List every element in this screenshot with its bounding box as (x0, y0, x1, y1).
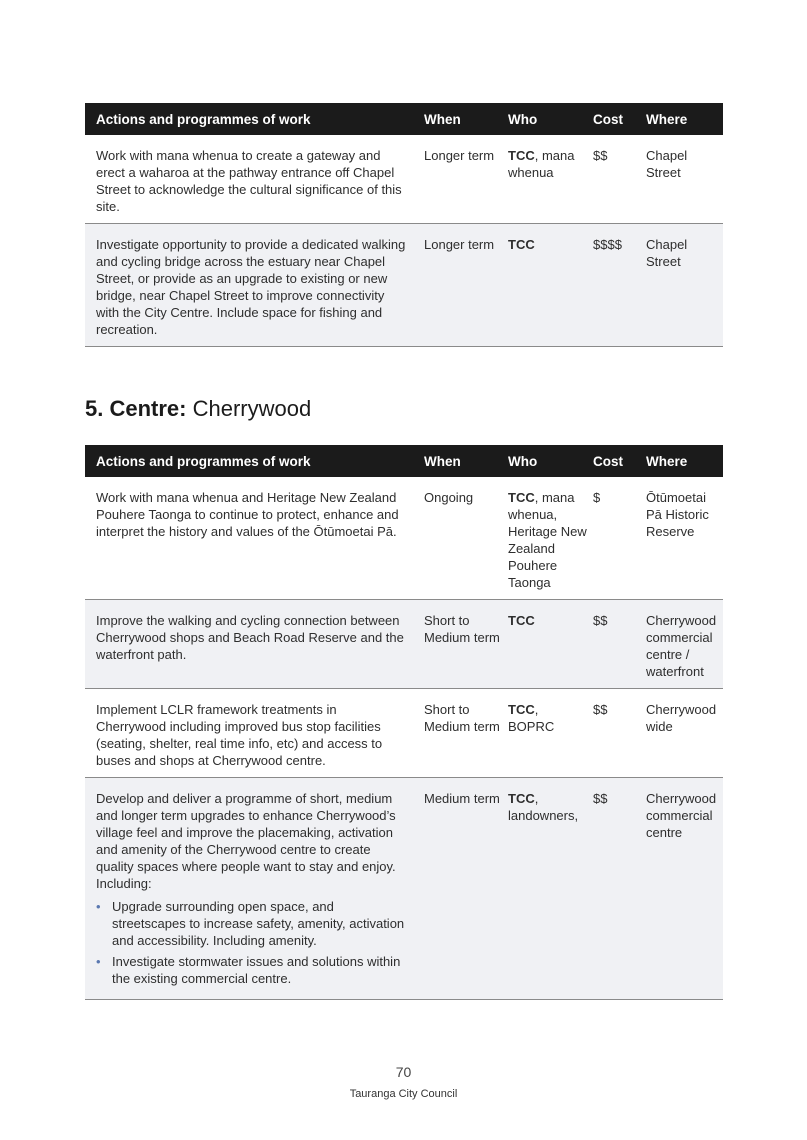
action-cell: Work with mana whenua and Heritage New Zealand Pouhere Taonga to continue to protect, enhance and interpret the history and values of the Ōtūmoetai Pā. (85, 477, 424, 600)
who-others: , BOPRC (508, 702, 555, 734)
table-row (85, 224, 723, 347)
table-row (85, 477, 723, 600)
cost-cell: $ (593, 477, 646, 600)
header-who: Who (508, 103, 593, 135)
who-cell (508, 778, 593, 1000)
section-name: Cherrywood (192, 396, 312, 421)
when-cell: Ongoing (424, 477, 508, 600)
who-cell (508, 689, 593, 778)
where-cell: Cherrywood commercial centre (646, 778, 723, 1000)
when-cell: Short to Medium term (424, 600, 508, 689)
where-cell: Cherrywood commercial centre / waterfront (646, 600, 723, 689)
who-lead: TCC (508, 148, 535, 163)
header-where: Where (646, 445, 723, 477)
who-lead: TCC (508, 702, 535, 717)
action-cell: Implement LCLR framework treatments in Cherrywood including improved bus stop facilities (seating, shelter, real time info, etc) and access to buses and shops at Cherrywood centre. (85, 689, 424, 778)
when-cell: Longer term (424, 135, 508, 224)
header-actions: Actions and programmes of work (85, 103, 424, 135)
table-row (85, 778, 723, 1000)
who-lead: TCC (508, 613, 535, 628)
who-cell (508, 600, 593, 689)
table-header-row (85, 103, 723, 135)
header-who: Who (508, 445, 593, 477)
action-cell: Investigate opportunity to provide a dedicated walking and cycling bridge across the estuary near Chapel Street, or provide as an upgrade to existing or new bridge, near Chapel Street to improve connectivity with the City Centre. Include space for fishing and recreation. (85, 224, 424, 347)
bullet-item: • Investigate stormwater issues and solutions within the existing commercial centre. (96, 953, 408, 987)
bullet-item: • Upgrade surrounding open space, and streetscapes to increase safety, amenity, activation and accessibility. Including amenity. (96, 898, 408, 949)
who-others: , landowners, (508, 791, 579, 823)
section-heading (85, 396, 311, 422)
header-where: Where (646, 103, 723, 135)
table-row (85, 689, 723, 778)
header-when: When (424, 445, 508, 477)
page-number: 70 (395, 1064, 412, 1080)
actions-table-2 (85, 445, 723, 1000)
bullet-list (96, 898, 408, 987)
table-row (85, 135, 723, 224)
table-row (85, 600, 723, 689)
cost-cell: $$ (593, 600, 646, 689)
header-when: When (424, 103, 508, 135)
where-cell: Chapel Street (646, 224, 723, 347)
who-lead: TCC (508, 237, 535, 252)
actions-table-1 (85, 103, 723, 347)
who-others: , mana whenua, Heritage New Zealand Pouhere Taonga (508, 490, 587, 590)
table-header-row (85, 445, 723, 477)
where-cell: Cherrywood wide (646, 689, 723, 778)
who-others: , mana whenua (508, 148, 575, 180)
cost-cell: $$ (593, 689, 646, 778)
header-actions: Actions and programmes of work (85, 445, 424, 477)
who-lead: TCC (508, 791, 535, 806)
who-cell (508, 477, 593, 600)
footer-organisation: Tauranga City Council (349, 1088, 458, 1100)
when-cell: Short to Medium term (424, 689, 508, 778)
cost-cell: $$ (593, 778, 646, 1000)
section-number-label: 5. Centre: (85, 396, 187, 421)
action-cell: Work with mana whenua to create a gateway and erect a waharoa at the pathway entrance off Chapel Street to acknowledge the cultural significance of this site. (85, 135, 424, 224)
when-cell: Medium term (424, 778, 508, 1000)
action-cell: Improve the walking and cycling connection between Cherrywood shops and Beach Road Reserve and the waterfront path. (85, 600, 424, 689)
cost-cell: $$$$ (593, 224, 646, 347)
action-text: Develop and deliver a programme of short, medium and longer term upgrades to enhance Cherrywood’s village feel and improve the placemaking, activation and amenity of the Cherrywood centre to create quality spaces where people want to stay and enjoy. Including: (96, 791, 396, 891)
who-cell (508, 224, 593, 347)
where-cell: Ōtūmoetai Pā Historic Reserve (646, 477, 723, 600)
who-lead: TCC (508, 490, 535, 505)
header-cost: Cost (593, 445, 646, 477)
action-cell (85, 778, 424, 1000)
who-cell (508, 135, 593, 224)
header-cost: Cost (593, 103, 646, 135)
cost-cell: $$ (593, 135, 646, 224)
where-cell: Chapel Street (646, 135, 723, 224)
when-cell: Longer term (424, 224, 508, 347)
